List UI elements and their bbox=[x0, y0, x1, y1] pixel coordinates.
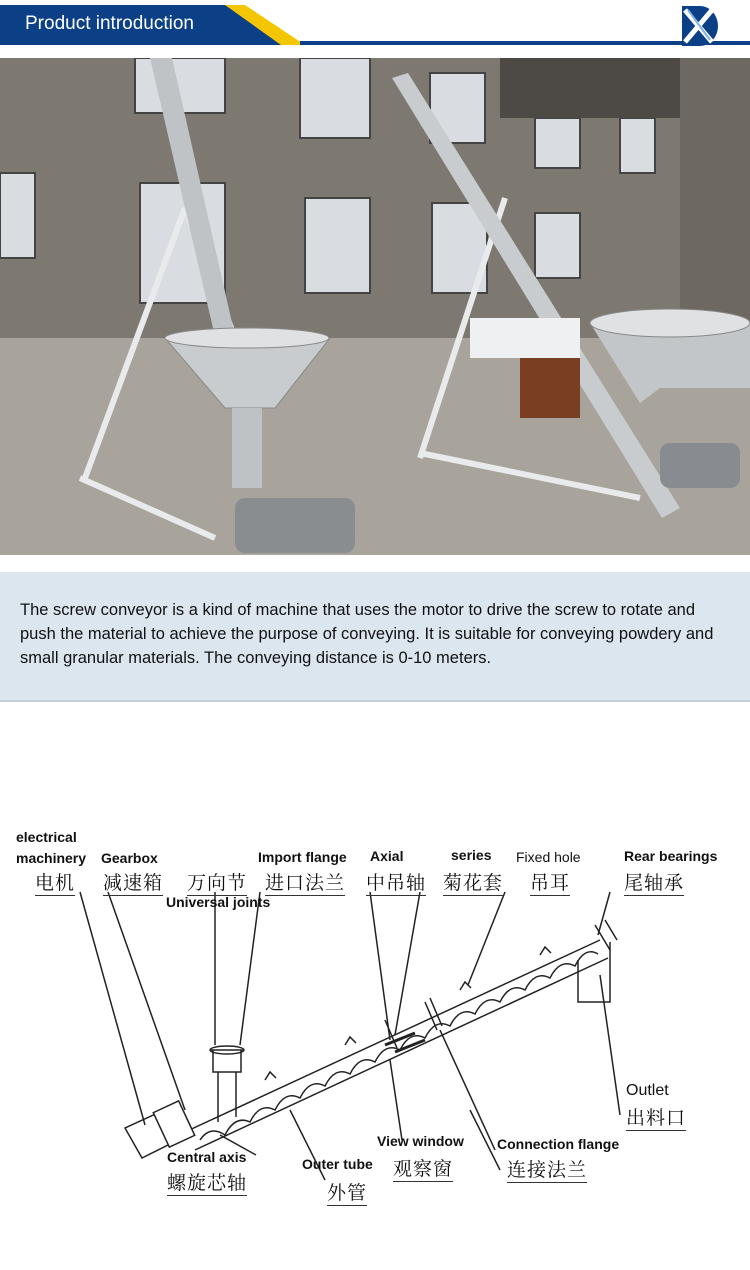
label-fixed-cn: 吊耳 bbox=[530, 868, 570, 896]
label-outer-cn: 外管 bbox=[327, 1178, 367, 1206]
label-joint-cn: 万向节 bbox=[187, 868, 247, 896]
label-motor-en-1: electrical bbox=[16, 829, 77, 845]
label-rear-en: Rear bearings bbox=[624, 848, 718, 864]
label-motor-en-2: machinery bbox=[16, 850, 87, 866]
label-gearbox-cn: 减速箱 bbox=[103, 868, 163, 896]
label-import-en: Import flange bbox=[258, 849, 347, 865]
label-gearbox-en: Gearbox bbox=[101, 850, 158, 866]
label-rear-cn: 尾轴承 bbox=[624, 868, 684, 896]
product-description: The screw conveyor is a kind of machine that uses the motor to drive the screw to rotate and push the material to achieve the purpose of conveying. It is suitable for conveying powdery and small granular materials. The conveying distance is 0-10 meters. bbox=[20, 601, 714, 667]
label-central-en: Central axis bbox=[167, 1149, 247, 1165]
section-header bbox=[0, 0, 750, 50]
label-fixed-en: Fixed hole bbox=[516, 849, 581, 865]
brand-logo-icon bbox=[682, 6, 718, 46]
conveyor-diagram bbox=[0, 720, 750, 1270]
section-title: Product introduction bbox=[25, 13, 194, 34]
label-connection-cn: 连接法兰 bbox=[507, 1155, 587, 1183]
label-view-en: View window bbox=[377, 1133, 464, 1149]
label-axial-cn: 中吊轴 bbox=[366, 868, 426, 896]
label-central-cn: 螺旋芯轴 bbox=[167, 1168, 247, 1196]
label-connection-en: Connection flange bbox=[497, 1136, 620, 1152]
label-axial-en: Axial bbox=[370, 848, 404, 864]
product-photo bbox=[0, 58, 750, 555]
label-import-cn: 进口法兰 bbox=[265, 868, 345, 896]
label-outlet-en: Outlet bbox=[626, 1082, 669, 1099]
label-view-cn: 观察窗 bbox=[393, 1154, 453, 1182]
label-series-en: series bbox=[451, 847, 492, 863]
label-joint-en: Universal joints bbox=[166, 894, 271, 910]
label-series-cn: 菊花套 bbox=[443, 868, 503, 896]
label-outlet-cn: 出料口 bbox=[626, 1103, 686, 1131]
label-motor-cn: 电机 bbox=[35, 868, 75, 896]
label-outer-en: Outer tube bbox=[302, 1156, 373, 1172]
